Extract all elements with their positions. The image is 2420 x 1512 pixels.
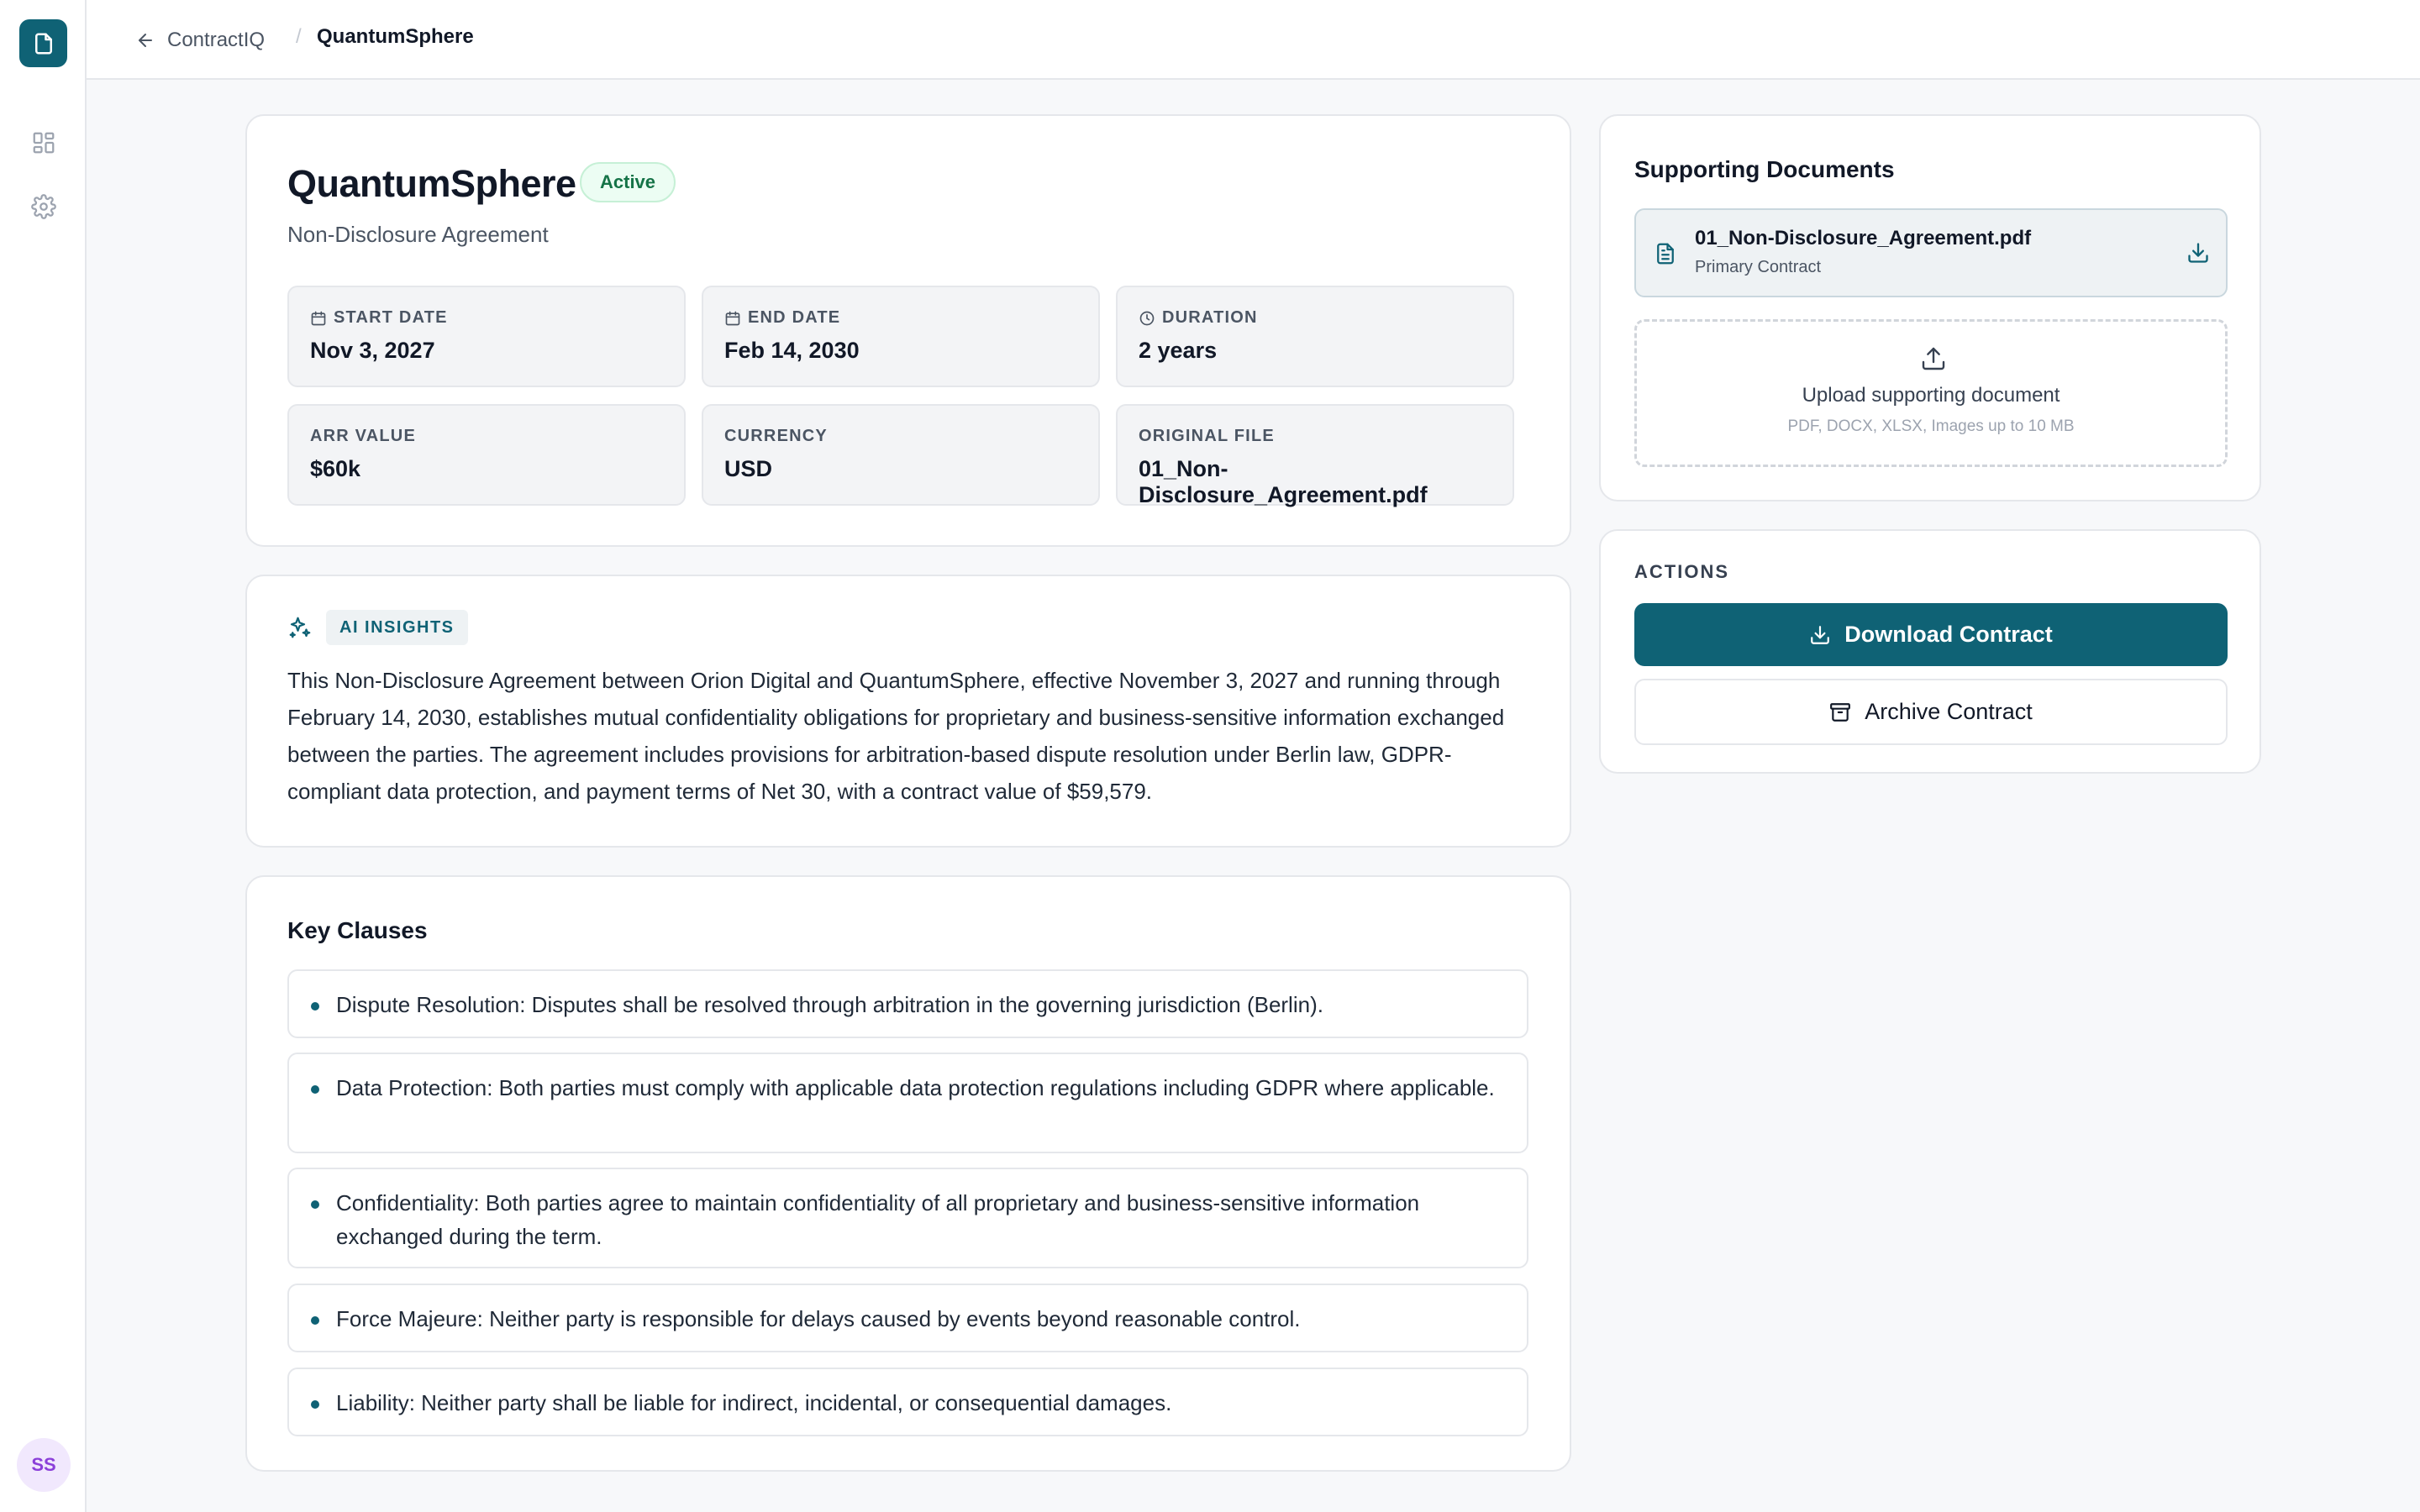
archive-contract-button[interactable]: [1634, 679, 2228, 745]
upload-dropzone[interactable]: [1634, 319, 2228, 467]
archive-icon: [1829, 701, 1851, 723]
breadcrumb-back-link[interactable]: [135, 25, 265, 55]
archive-contract-label: Archive Contract: [1865, 699, 2033, 724]
upload-title: Upload supporting document: [1802, 384, 2060, 407]
clause-item: [287, 1168, 1528, 1268]
bullet-icon: [311, 1200, 319, 1209]
stat-label: CURRENCY: [724, 427, 828, 445]
upload-hint: PDF, DOCX, XLSX, Images up to 10 MB: [1787, 417, 2075, 435]
clause-item: [287, 969, 1528, 1038]
bullet-icon: [311, 1400, 319, 1409]
upload-icon: [1920, 345, 1947, 372]
key-clauses-title: Key Clauses: [287, 917, 428, 943]
file-name: 01_Non-Disclosure_Agreement.pdf: [1695, 227, 2032, 249]
clause-text: Liability: Neither party shall be liable for indirect, incidental, or consequential damages.: [336, 1390, 1172, 1415]
file-item[interactable]: [1634, 208, 2228, 297]
bullet-icon: [311, 1002, 319, 1011]
download-icon[interactable]: [2186, 241, 2210, 265]
breadcrumb-separator: /: [296, 25, 302, 48]
breadcrumb-root: ContractIQ: [167, 29, 266, 51]
document-icon: [31, 31, 56, 56]
bullet-icon: [311, 1085, 319, 1094]
sidebar-item-settings[interactable]: [28, 191, 60, 223]
contract-type: Non-Disclosure Agreement: [287, 222, 549, 247]
stat-label: DURATION: [1162, 308, 1258, 327]
stat-value: 2 years: [1139, 338, 1218, 363]
stat-end-date: [702, 286, 1100, 387]
stat-label: ARR VALUE: [310, 427, 416, 445]
supporting-documents-card: [1599, 114, 2261, 501]
calendar-icon: [310, 310, 327, 327]
stat-value: USD: [724, 456, 773, 481]
gear-icon: [31, 194, 56, 219]
stat-original-file: [1116, 404, 1514, 506]
download-contract-button[interactable]: [1634, 603, 2228, 666]
file-subtitle: Primary Contract: [1695, 258, 1822, 276]
actions-title: ACTIONS: [1634, 561, 1729, 582]
stat-label: START DATE: [334, 308, 448, 327]
clock-icon: [1139, 310, 1155, 327]
sparkles-icon: [287, 615, 313, 640]
download-contract-label: Download Contract: [1844, 622, 2053, 647]
actions-card: [1599, 529, 2261, 774]
stat-currency: [702, 404, 1100, 506]
supporting-documents-title: Supporting Documents: [1634, 156, 1895, 182]
contract-overview-card: [245, 114, 1571, 547]
stat-value: Nov 3, 2027: [310, 338, 435, 363]
stat-arr-value: [287, 404, 686, 506]
grid-icon: [31, 130, 56, 155]
key-clauses-card: [245, 875, 1571, 1472]
stat-start-date: [287, 286, 686, 387]
stat-label: END DATE: [748, 308, 841, 327]
clause-item: [287, 1284, 1528, 1352]
status-badge: Active: [580, 162, 676, 202]
sidebar: [0, 0, 87, 1512]
stat-value: Feb 14, 2030: [724, 338, 860, 363]
clause-item: [287, 1053, 1528, 1153]
arrow-left-icon: [135, 30, 155, 50]
ai-insights-label: AI INSIGHTS: [326, 610, 468, 645]
sidebar-item-dashboard[interactable]: [28, 127, 60, 159]
clause-text: Force Majeure: Neither party is responsible for delays caused by events beyond reasonable control.: [336, 1306, 1301, 1331]
ai-insights-text: This Non-Disclosure Agreement between Orion Digital and QuantumSphere, effective November 3, 2027 and running through February 14, 2030, establishes mutual confidentiality obligations for proprietary and business-sensitive information exchanged between the parties. The agreement includes provisions for arbitration-based dispute resolution under Berlin law, GDPR-compliant data protection, and payment terms of Net 30, with a contract value of $59,579.: [287, 668, 1505, 804]
clause-text: Confidentiality: Both parties agree to maintain confidentiality of all proprietary and business-sensitive information exchanged during the term.: [336, 1190, 1420, 1249]
top-header: [87, 0, 2420, 80]
calendar-icon: [724, 310, 741, 327]
app-logo[interactable]: [19, 19, 67, 67]
stat-value: 01_Non-Disclosure_Agreement.pdf: [1139, 456, 1428, 507]
avatar[interactable]: [17, 1438, 71, 1492]
clause-item: [287, 1368, 1528, 1436]
breadcrumb-current: QuantumSphere: [317, 25, 474, 48]
bullet-icon: [311, 1316, 319, 1325]
stat-duration: [1116, 286, 1514, 387]
clause-text: Data Protection: Both parties must comply with applicable data protection regulations including GDPR where applicable.: [336, 1075, 1495, 1100]
stat-value: $60k: [310, 456, 361, 481]
clause-text: Dispute Resolution: Disputes shall be resolved through arbitration in the governing jurisdiction (Berlin).: [336, 992, 1323, 1017]
page-title: QuantumSphere: [287, 162, 576, 205]
file-text-icon: [1653, 241, 1678, 266]
avatar-initials: SS: [31, 1454, 56, 1475]
stat-label: ORIGINAL FILE: [1139, 427, 1275, 445]
ai-insights-card: [245, 575, 1571, 848]
download-icon: [1809, 624, 1831, 646]
